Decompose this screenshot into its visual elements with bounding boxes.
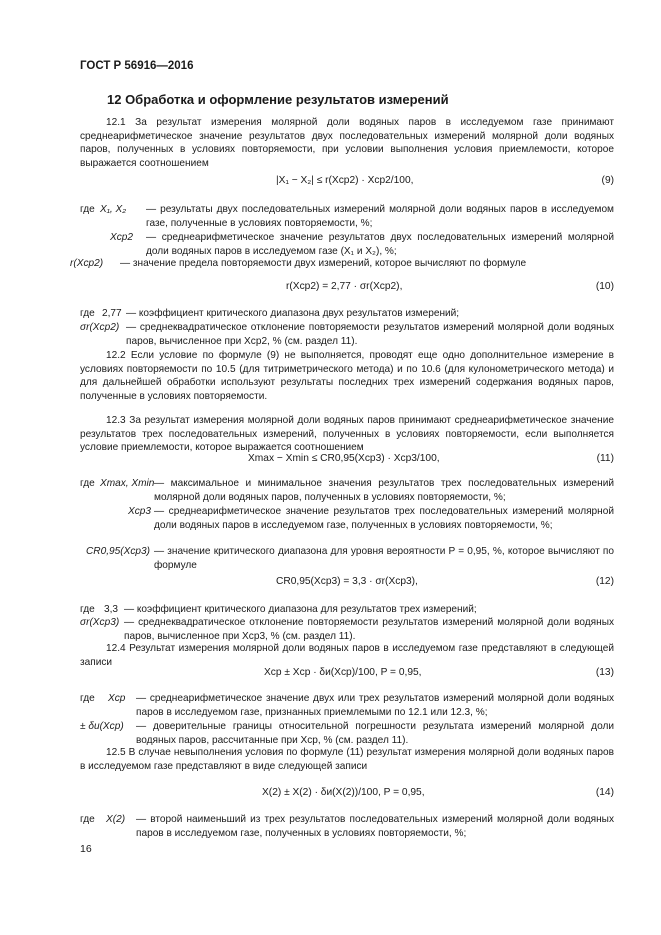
- definition-xcp3: [80, 505, 614, 547]
- formula-13: [80, 667, 614, 681]
- formula-9: [80, 175, 614, 189]
- definition-xmax-xmin: [80, 477, 614, 507]
- paragraph-12-5: 12.5 В случае невыполнения условия по формуле (11) результат измерения молярной доли водяных паров в исследуемом газе представляют в виде следующей записи: [80, 747, 614, 772]
- definition-symbol: σr(Xср3): [80, 617, 120, 628]
- formula-number: (12): [595, 576, 614, 587]
- formula-number: (13): [595, 667, 614, 678]
- definition-symbol: r(Xср2): [70, 258, 104, 269]
- definition-text: — максимальное и минимальное значения результатов трех последовательных измерений молярной доли водяных паров, полученных в условиях повторяемости, %;: [154, 478, 614, 503]
- definition-text: — коэффициент критического диапазона двух результатов измерений;: [126, 308, 460, 319]
- section-title: 12 Обработка и оформление результатов измерений: [107, 92, 449, 107]
- definition-text: — второй наименьший из трех результатов последовательных измерений молярной доли водяных паров в исследуемом газе, полученных в условиях повторяемости, %;: [136, 814, 614, 839]
- paragraph-12-3: 12.3 За результат измерения молярной доли водяных паров принимают среднеарифметическое значение результатов трех последовательных измерений, полученных в условиях повторяемости, если выполняется условие приемлемости, которое выражается соотношением: [80, 415, 614, 454]
- definition-text: — среднеарифметическое значение результатов двух последовательных измерений молярной доли водяных паров в исследуемом газе (X₁ и X₂), %;: [146, 232, 614, 257]
- definition-symbol: 2,77: [102, 308, 122, 319]
- formula-expression: |X₁ − X₂| ≤ r(Xср2) · Xср2/100,: [276, 175, 414, 186]
- definition-symbol: Xср2: [110, 232, 134, 243]
- formula-11: [80, 453, 614, 467]
- definition-xcp: [80, 692, 614, 722]
- where-label: где: [80, 308, 95, 319]
- definition-symbol: Xср: [108, 693, 126, 704]
- where-label: где: [80, 204, 95, 215]
- paragraph-12-1: 12.1 За результат измерения молярной доли водяных паров в исследуемом газе принимают среднеарифметическое значение результатов двух последовательных измерений молярной доли водяных паров, полученных в условиях повторяемости, при условии выполнения условия приемлемости, которое выражается соотношением: [80, 117, 614, 169]
- definition-symbol: ± δи(Xср): [80, 721, 124, 732]
- where-label: где: [80, 478, 95, 489]
- definition-symbol: Xср3: [128, 506, 152, 517]
- formula-number: (9): [601, 175, 614, 186]
- definition-text: — доверительные границы относительной погрешности результата измерений молярной доли водяных паров, рассчитанные при Xср, % (см. раздел 11).: [136, 721, 614, 746]
- formula-expression: Xmax − Xmin ≤ CR0,95(Xср3) · Xср3/100,: [248, 453, 440, 464]
- definition-text: — коэффициент критического диапазона для результатов трех измерений;: [124, 604, 477, 615]
- definition-text: — значение критического диапазона для уровня вероятности P = 0,95, %, которое вычисляют по формуле: [154, 546, 614, 571]
- formula-10: [80, 281, 614, 295]
- formula-number: (10): [595, 281, 614, 292]
- paragraph-12-2: 12.2 Если условие по формуле (9) не выполняется, проводят еще одно дополнительное измерение в условиях повторяемости по 10.5 (для титриметрического метода) и по 10.6 (для кулонометрического метода) и для дальнейшей обработки используют результаты последних трех измерений содержания водяных паров, полученные в условиях повторяемости.: [80, 350, 614, 402]
- formula-expression: Xср ± Xср · δи(Xср)/100, P = 0,95,: [264, 667, 422, 678]
- definition-text: — среднеквадратическое отклонение повторяемости результатов измерений молярной доли водяных паров, вычисленное при Xср3, % (см. раздел 11).: [124, 617, 614, 642]
- definition-r-xcp2: [70, 257, 614, 273]
- definition-symbol: σr(Xср2): [80, 322, 120, 333]
- definition-symbol: X(2): [106, 814, 126, 825]
- definition-sigma-xcp2: [80, 321, 614, 351]
- definition-symbol: CR0,95(Xср3): [86, 546, 150, 557]
- definition-cr095: [80, 545, 614, 575]
- definition-symbol: Xmax, Xmin: [100, 478, 155, 489]
- standard-header: ГОСТ Р 56916—2016: [80, 60, 194, 72]
- definition-symbol: 3,3: [104, 604, 119, 615]
- definition-text: — результаты двух последовательных измерений молярной доли водяных паров в исследуемом газе, полученные в условиях повторяемости, %;: [146, 204, 614, 229]
- page-number: 16: [80, 843, 92, 855]
- formula-expression: r(Xср2) = 2,77 · σr(Xср2),: [286, 281, 403, 292]
- definition-symbol: X₁, X₂: [100, 204, 127, 215]
- definition-text: — среднеквадратическое отклонение повторяемости результатов измерений молярной доли водяных паров, вычисленное при Xср2, % (см. раздел 11).: [126, 322, 614, 347]
- where-label: где: [80, 814, 95, 825]
- formula-12: [80, 576, 614, 590]
- definition-x2: [80, 813, 614, 843]
- formula-expression: CR0,95(Xср3) = 3,3 · σr(Xср3),: [276, 576, 418, 587]
- formula-expression: X(2) ± X(2) · δи(X(2))/100, P = 0,95,: [262, 787, 425, 798]
- formula-number: (14): [595, 787, 614, 798]
- definition-text: — среднеарифметическое значение результатов трех последовательных измерений молярной доли водяных паров в исследуемом газе, полученных в условиях повторяемости, %;: [154, 506, 614, 531]
- paragraph-12-4: 12.4 Результат измерения молярной доли водяных паров в исследуемом газе представляют в следующей записи: [80, 643, 614, 668]
- definition-text: — значение предела повторяемости двух измерений, которое вычисляют по формуле: [120, 258, 527, 269]
- formula-14: [80, 787, 614, 801]
- where-label: где: [80, 693, 95, 704]
- formula-number: (11): [596, 453, 614, 464]
- where-label: где: [80, 604, 95, 615]
- definition-text: — среднеарифметическое значение двух или трех результатов измерений молярной доли водяных паров в исследуемом газе, признанных приемлемыми по 12.1 или 12.3, %;: [136, 693, 614, 718]
